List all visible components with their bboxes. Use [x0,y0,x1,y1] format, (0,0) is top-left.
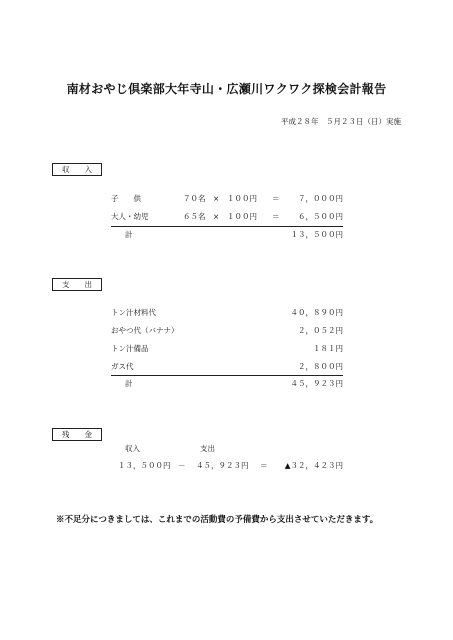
expense-row-label: おやつ代（バナナ） [111,326,179,335]
page-title: 南材おやじ倶楽部大年寺山・広瀬川ワクワク探検会計報告 [66,82,387,96]
expense-total-label: 計 [125,379,133,388]
expense-row-label: ガス代 [111,362,134,371]
income-total-label: 計 [125,230,133,239]
income-row-label: 子 供 [111,194,141,203]
balance-expense-label: 支出 [200,444,215,453]
income-row-unit: １００円 [227,212,257,221]
expense-row [111,343,343,355]
income-row-amount: ７，０００円 [298,194,343,203]
expense-header: 支 出 [52,278,102,291]
expense-row [111,325,343,337]
income-header: 収 入 [52,163,102,176]
expense-row-amount: ２，８００円 [298,362,343,371]
income-row-times: × [213,194,220,203]
shortfall-note: ※不足分につきましては、これまでの活動費の予備費から支出させていただきます。 [56,515,379,525]
income-row-qty: ７０名 [183,194,206,203]
expense-row-amount: ４０，８９０円 [290,308,343,317]
expense-row [111,307,343,319]
expense-row-amount: １８１円 [313,344,343,353]
expense-row-label: トン汁備品 [111,344,149,353]
balance-expense: ４５，９２３円 [196,461,249,470]
income-row-times: × [213,212,220,221]
event-date: 平成２８年 ５月２３日（日）実施 [281,117,401,126]
expense-row-label: トン汁材料代 [111,308,156,317]
income-total-amount: １３，５００円 [290,230,343,239]
expense-divider [111,375,343,376]
income-row-qty: ６５名 [183,212,206,221]
income-row-eq: ＝ [272,212,280,221]
income-row-unit: １００円 [227,194,257,203]
expense-row-amount: ２，０５２円 [298,326,343,335]
income-row-children [111,193,343,205]
income-total-row [111,229,343,241]
expense-row [111,361,343,373]
balance-result: ▲３２，４２３円 [284,461,343,470]
balance-eq: ＝ [260,461,268,470]
balance-income: １３，５００円 [118,461,171,470]
expense-total-amount: ４５，９２３円 [290,379,343,388]
expense-total-row [111,378,343,390]
income-row-label: 大人・幼児 [111,212,149,221]
balance-minus: － [178,461,186,470]
balance-header: 残 金 [52,428,102,441]
income-row-eq: ＝ [272,194,280,203]
balance-row [118,460,343,472]
balance-income-label: 収入 [125,444,140,453]
income-divider [111,226,343,227]
income-row-amount: ６，５００円 [298,212,343,221]
income-row-adults [111,211,343,223]
